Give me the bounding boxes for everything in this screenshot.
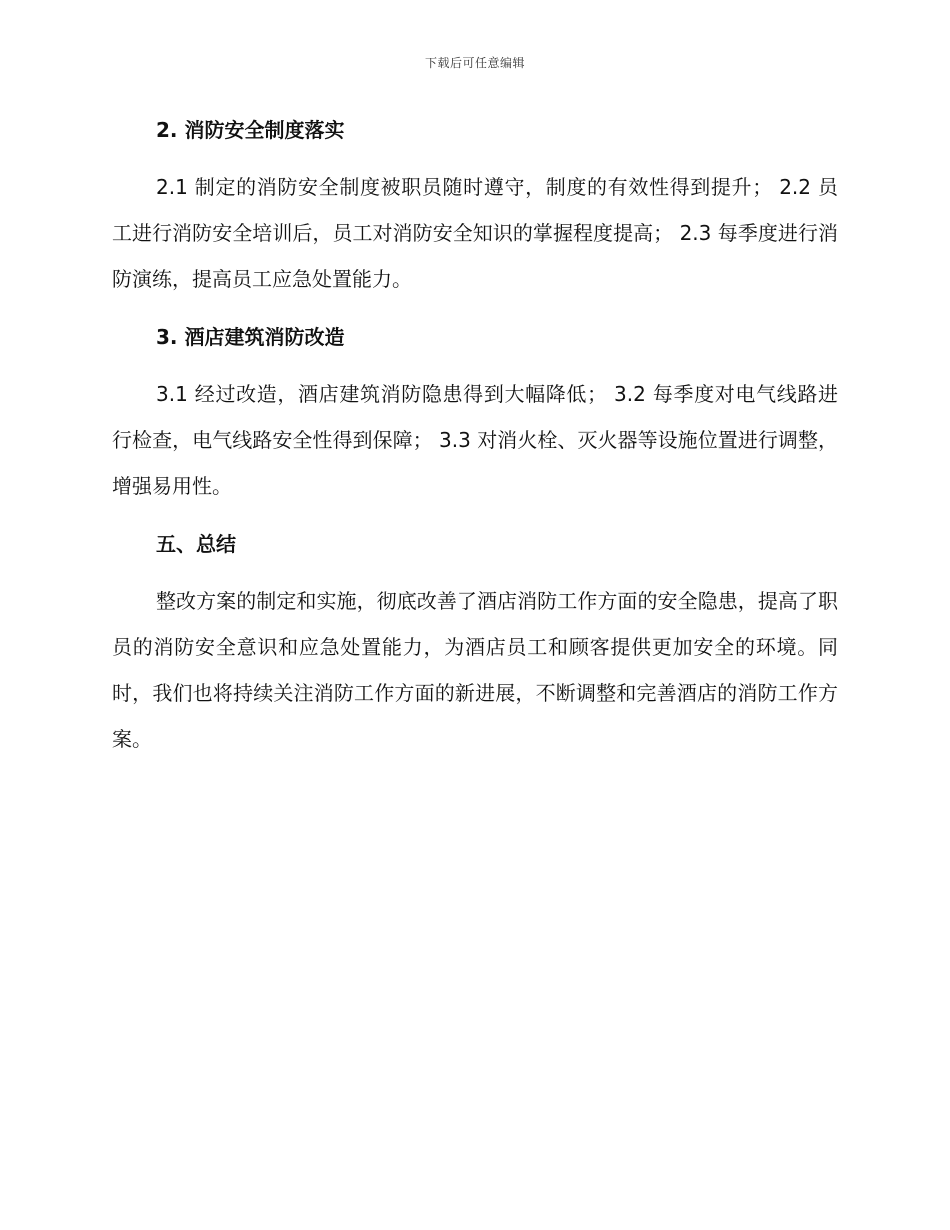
paragraph-summary: 整改方案的制定和实施，彻底改善了酒店消防工作方面的安全隐患，提高了职员的消防安全意识和应急处置能力，为酒店员工和顾客提供更加安全的环境。同时，我们也将持续关注消防工作方面的新进展，不断调整和完善酒店的消防工作方案。 — [112, 589, 838, 751]
section-heading-fire-safety-system: 2. 消防安全制度落实 — [156, 118, 345, 142]
paragraph-building-renovation: 3.1 经过改造，酒店建筑消防隐患得到大幅降低； 3.2 每季度对电气线路进行检查，电气线路安全性得到保障； 3.3 对消火栓、灭火器等设施位置进行调整，增强易用性。 — [112, 382, 838, 498]
document-body — [112, 110, 838, 762]
section-heading-building-renovation: 3. 酒店建筑消防改造 — [156, 325, 345, 349]
paragraph-fire-safety-system: 2.1 制定的消防安全制度被职员随时遵守，制度的有效性得到提升； 2.2 员工进行消防安全培训后，员工对消防安全知识的掌握程度提高； 2.3 每季度进行消防演练，提高员工应急处置能力。 — [112, 175, 838, 291]
header-note: 下载后可任意编辑 — [424, 56, 525, 70]
section-heading-summary: 五、总结 — [156, 532, 236, 556]
